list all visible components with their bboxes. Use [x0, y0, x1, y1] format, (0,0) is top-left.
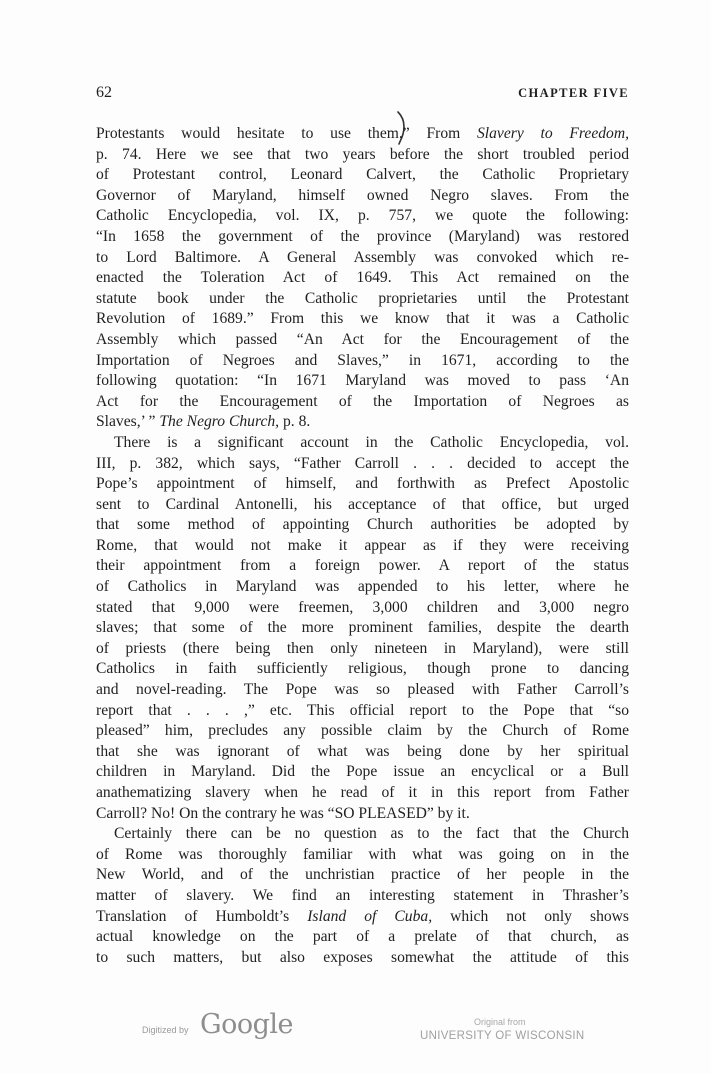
- text-run: Slaves,’ ”: [96, 413, 160, 431]
- italic-title: The Negro Church,: [159, 413, 280, 431]
- text-line: [96, 865, 629, 886]
- text-run: New World, and of the unchristian practice of her people in the: [96, 866, 629, 884]
- text-line: [96, 186, 629, 207]
- text-line: [96, 577, 629, 598]
- text-line: [96, 124, 629, 145]
- text-run: their appointment from a foreign power. A report of the status: [96, 557, 629, 575]
- text-run: Act for the Encouragement of the Importation of Negroes as: [96, 392, 629, 410]
- text-run: Rome, that would not make it appear as if they were receiving: [96, 536, 629, 554]
- text-line: [96, 598, 629, 619]
- text-run: Revolution of 1689.” From this we know that it was a Catholic: [96, 310, 629, 328]
- text-line: [96, 227, 629, 248]
- text-line: [96, 454, 629, 475]
- text-run: Protestants would hesitate to use them.” From: [96, 125, 477, 142]
- text-line: [96, 721, 629, 742]
- text-run: There is a significant account in the Catholic Encyclopedia, vol.: [114, 433, 629, 451]
- text-line: [96, 330, 629, 351]
- text-line: [96, 351, 629, 372]
- text-run: of priests (there being then only nineteen in Maryland), were still: [96, 639, 629, 657]
- text-line: [96, 165, 629, 186]
- text-run: of Catholics in Maryland was appended to his letter, where he: [96, 578, 629, 596]
- text-line: [96, 248, 629, 269]
- text-run: of Rome was thoroughly familiar with what was going on in the: [96, 845, 629, 863]
- text-line: [96, 309, 629, 330]
- text-line: [96, 495, 629, 516]
- text-line: [96, 639, 629, 660]
- text-run: matter of slavery. We find an interesting statement in Thrasher’s: [96, 886, 629, 904]
- text-line: [96, 515, 629, 536]
- google-logo: Google: [200, 1009, 293, 1040]
- text-run: “In 1658 the government of the province (Maryland) was restored: [96, 227, 629, 245]
- text-run: stated that 9,000 were freemen, 3,000 children and 3,000 negro: [96, 598, 629, 616]
- text-run: sent to Cardinal Antonelli, his acceptance of that office, but urged: [96, 495, 629, 513]
- text-run: Pope’s appointment of himself, and forthwith as Prefect Apostolic: [96, 475, 629, 493]
- text-run: to such matters, but also exposes somewhat the attitude of this: [96, 948, 629, 966]
- text-run: statute book under the Catholic proprietaries until the Protestant: [96, 289, 629, 307]
- body-text: [96, 124, 629, 968]
- text-run: following quotation: “In 1671 Maryland was moved to pass ‘An: [96, 372, 629, 390]
- text-run: Certainly there can be no question as to the fact that the Church: [114, 825, 629, 843]
- italic-title: Slavery to Freedom,: [477, 125, 629, 142]
- text-line: [96, 804, 629, 825]
- text-line: [96, 742, 629, 763]
- text-line: [96, 536, 629, 557]
- text-run: p. 8.: [279, 413, 311, 431]
- running-header: [96, 84, 629, 106]
- text-line: [96, 659, 629, 680]
- chapter-title: CHAPTER FIVE: [518, 86, 629, 100]
- page-number: 62: [96, 84, 112, 101]
- university-label: UNIVERSITY OF WISCONSIN: [420, 1030, 585, 1042]
- text-run: p. 74. Here we see that two years before the short troubled period: [96, 145, 629, 163]
- text-line: [96, 845, 629, 866]
- text-line: [96, 392, 629, 413]
- text-line: [96, 371, 629, 392]
- text-line: [96, 824, 629, 845]
- text-run: children in Maryland. Did the Pope issue an encyclical or a Bull: [96, 763, 629, 781]
- text-run: Importation of Negroes and Slaves,” in 1671, according to the: [96, 351, 629, 369]
- text-line: [96, 206, 629, 227]
- text-line: [96, 433, 629, 454]
- text-line: [96, 783, 629, 804]
- scan-footer: [0, 1003, 711, 1073]
- text-run: that some method of appointing Church authorities be adopted by: [96, 516, 629, 534]
- text-run: Catholic Encyclopedia, vol. IX, p. 757, we quote the following:: [96, 207, 629, 225]
- text-line: [96, 680, 629, 701]
- text-line: [96, 412, 629, 433]
- text-line: [96, 886, 629, 907]
- text-line: [96, 268, 629, 289]
- text-run: of Protestant control, Leonard Calvert, the Catholic Proprietary: [96, 166, 629, 184]
- text-line: [96, 948, 629, 969]
- text-run: anathematizing slavery when he read of it in this report from Father: [96, 784, 629, 801]
- italic-title: Island of Cuba,: [307, 907, 433, 925]
- text-line: [96, 618, 629, 639]
- text-run: Carroll? No! On the contrary he was “SO PLEASED” by it.: [96, 804, 470, 822]
- text-line: [96, 907, 629, 928]
- text-run: pleased” him, precludes any possible claim by the Church of Rome: [96, 722, 629, 740]
- text-line: [96, 556, 629, 577]
- text-run: to Lord Baltimore. A General Assembly was convoked which re-: [96, 248, 629, 266]
- digitized-by-label: Digitized by: [142, 1025, 189, 1035]
- text-line: [96, 474, 629, 495]
- text-run: actual knowledge on the part of a prelate of that church, as: [96, 928, 629, 946]
- text-line: [96, 289, 629, 310]
- text-run: which not only shows: [432, 907, 629, 925]
- text-line: [96, 927, 629, 948]
- text-line: [96, 701, 629, 722]
- text-run: Catholics in faith sufficiently religious, though prone to dancing: [96, 660, 629, 678]
- text-run: III, p. 382, which says, “Father Carroll . . . decided to accept the: [96, 454, 629, 472]
- text-run: that she was ignorant of what was being done by her spiritual: [96, 742, 629, 760]
- text-run: and novel-reading. The Pope was so pleased with Father Carroll’s: [96, 681, 629, 699]
- text-run: Assembly which passed “An Act for the Encouragement of the: [96, 330, 629, 348]
- original-from-label: Original from: [474, 1017, 526, 1027]
- text-run: enacted the Toleration Act of 1649. This Act remained on the: [96, 269, 629, 287]
- text-run: Governor of Maryland, himself owned Negro slaves. From the: [96, 186, 629, 204]
- text-run: Translation of Humboldt’s: [96, 907, 308, 925]
- text-line: [96, 145, 629, 166]
- text-run: slaves; that some of the more prominent families, despite the dearth: [96, 619, 629, 637]
- text-line: [96, 762, 629, 783]
- text-run: report that . . . ,” etc. This official report to the Pope that “so: [96, 701, 629, 719]
